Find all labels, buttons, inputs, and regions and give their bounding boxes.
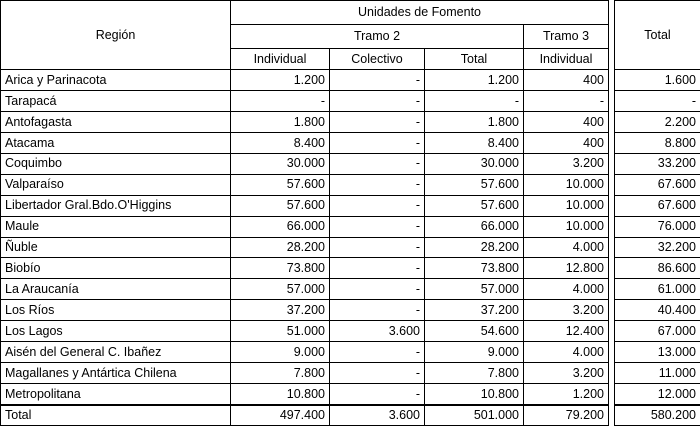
cell-tramo3-individual: 3.200 — [524, 300, 609, 321]
cell-tramo2-individual: 73.800 — [231, 258, 330, 279]
cell-total: 67.600 — [615, 195, 700, 216]
cell-tramo2-total: 30.000 — [425, 153, 524, 174]
cell-total: 13.000 — [615, 342, 700, 363]
table-row — [1, 216, 700, 237]
cell-tramo3-individual: 400 — [524, 70, 609, 91]
totals-row — [1, 405, 700, 426]
table-row — [1, 342, 700, 363]
cell-tramo2-individual: 8.400 — [231, 132, 330, 153]
cell-total: 32.200 — [615, 237, 700, 258]
cell-tramo3-individual: 79.200 — [524, 405, 609, 426]
cell-region: Antofagasta — [1, 111, 231, 132]
cell-tramo2-colectivo: - — [330, 90, 425, 111]
cell-region: Ñuble — [1, 237, 231, 258]
header-tramo-2: Tramo 2 — [231, 25, 524, 49]
cell-tramo2-colectivo: - — [330, 195, 425, 216]
cell-total: 11.000 — [615, 363, 700, 384]
header-region: Región — [1, 1, 231, 70]
cell-tramo2-total: 10.800 — [425, 384, 524, 405]
cell-tramo2-total: 37.200 — [425, 300, 524, 321]
cell-region: Valparaíso — [1, 174, 231, 195]
cell-tramo2-individual: 57.600 — [231, 195, 330, 216]
cell-region: Aisén del General C. Ibañez — [1, 342, 231, 363]
table-row — [1, 195, 700, 216]
cell-tramo2-total: 7.800 — [425, 363, 524, 384]
table-row — [1, 111, 700, 132]
cell-region: Maule — [1, 216, 231, 237]
cell-total: 67.600 — [615, 174, 700, 195]
table-row — [1, 90, 700, 111]
cell-tramo3-individual: 12.400 — [524, 321, 609, 342]
header-tramo2-individual: Individual — [231, 49, 330, 70]
cell-total: 1.600 — [615, 70, 700, 91]
cell-region: Coquimbo — [1, 153, 231, 174]
cell-tramo3-individual: 4.000 — [524, 237, 609, 258]
cell-tramo2-individual: 28.200 — [231, 237, 330, 258]
cell-tramo2-colectivo: - — [330, 363, 425, 384]
cell-tramo2-total: 501.000 — [425, 405, 524, 426]
cell-tramo2-colectivo: - — [330, 384, 425, 405]
cell-tramo3-individual: 3.200 — [524, 363, 609, 384]
cell-tramo2-colectivo: - — [330, 70, 425, 91]
cell-tramo3-individual: 10.000 — [524, 174, 609, 195]
cell-tramo2-colectivo: - — [330, 132, 425, 153]
cell-total: 8.800 — [615, 132, 700, 153]
cell-total: 67.000 — [615, 321, 700, 342]
cell-tramo2-total: 1.200 — [425, 70, 524, 91]
cell-tramo3-individual: 1.200 — [524, 384, 609, 405]
cell-tramo2-total: 57.600 — [425, 174, 524, 195]
table-row — [1, 132, 700, 153]
cell-region: Los Lagos — [1, 321, 231, 342]
cell-region: Total — [1, 405, 231, 426]
cell-total: 40.400 — [615, 300, 700, 321]
cell-tramo2-total: 73.800 — [425, 258, 524, 279]
cell-tramo2-individual: 7.800 — [231, 363, 330, 384]
cell-tramo2-colectivo: - — [330, 153, 425, 174]
cell-tramo3-individual: 4.000 — [524, 342, 609, 363]
header-tramo2-total: Total — [425, 49, 524, 70]
cell-tramo2-total: 8.400 — [425, 132, 524, 153]
table-row — [1, 384, 700, 405]
header-tramo2-colectivo: Colectivo — [330, 49, 425, 70]
cell-tramo2-individual: 57.000 — [231, 279, 330, 300]
cell-tramo2-colectivo: - — [330, 279, 425, 300]
cell-tramo3-individual: 400 — [524, 132, 609, 153]
cell-tramo2-individual: 30.000 — [231, 153, 330, 174]
cell-tramo2-individual: 497.400 — [231, 405, 330, 426]
cell-tramo2-colectivo: - — [330, 300, 425, 321]
cell-tramo2-colectivo: - — [330, 258, 425, 279]
cell-tramo3-individual: 400 — [524, 111, 609, 132]
table-row — [1, 321, 700, 342]
cell-total: 76.000 — [615, 216, 700, 237]
cell-tramo2-individual: 37.200 — [231, 300, 330, 321]
cell-tramo2-total: 9.000 — [425, 342, 524, 363]
cell-total: 2.200 — [615, 111, 700, 132]
cell-tramo2-total: 54.600 — [425, 321, 524, 342]
header-tramo-3: Tramo 3 — [524, 25, 609, 49]
cell-tramo3-individual: 10.000 — [524, 195, 609, 216]
cell-tramo2-colectivo: 3.600 — [330, 321, 425, 342]
table-row — [1, 70, 700, 91]
table-row — [1, 237, 700, 258]
cell-tramo2-total: 57.000 — [425, 279, 524, 300]
cell-tramo2-colectivo: - — [330, 111, 425, 132]
header-tramo3-individual: Individual — [524, 49, 609, 70]
cell-region: Metropolitana — [1, 384, 231, 405]
cell-tramo3-individual: - — [524, 90, 609, 111]
cell-tramo2-colectivo: 3.600 — [330, 405, 425, 426]
cell-total: - — [615, 90, 700, 111]
cell-tramo2-colectivo: - — [330, 216, 425, 237]
header-unidades-de-fomento: Unidades de Fomento — [231, 1, 609, 25]
cell-tramo2-individual: 9.000 — [231, 342, 330, 363]
cell-region: Los Ríos — [1, 300, 231, 321]
cell-tramo2-individual: 51.000 — [231, 321, 330, 342]
cell-tramo3-individual: 3.200 — [524, 153, 609, 174]
cell-region: Arica y Parinacota — [1, 70, 231, 91]
table-body — [1, 70, 700, 426]
cell-tramo2-individual: 66.000 — [231, 216, 330, 237]
table-row — [1, 300, 700, 321]
table-row — [1, 174, 700, 195]
cell-tramo2-individual: 1.800 — [231, 111, 330, 132]
cell-tramo2-total: 57.600 — [425, 195, 524, 216]
cell-tramo2-colectivo: - — [330, 342, 425, 363]
cell-tramo2-colectivo: - — [330, 174, 425, 195]
table-row — [1, 153, 700, 174]
header-total: Total — [615, 1, 700, 70]
cell-tramo2-total: 1.800 — [425, 111, 524, 132]
cell-region: La Araucanía — [1, 279, 231, 300]
cell-tramo2-colectivo: - — [330, 237, 425, 258]
cell-region: Tarapacá — [1, 90, 231, 111]
cell-tramo3-individual: 10.000 — [524, 216, 609, 237]
table-row — [1, 279, 700, 300]
table-row — [1, 363, 700, 384]
cell-region: Libertador Gral.Bdo.O'Higgins — [1, 195, 231, 216]
cell-total: 33.200 — [615, 153, 700, 174]
cell-tramo2-individual: 10.800 — [231, 384, 330, 405]
cell-tramo2-total: - — [425, 90, 524, 111]
table-row — [1, 258, 700, 279]
cell-total: 61.000 — [615, 279, 700, 300]
cell-total: 580.200 — [615, 405, 700, 426]
cell-region: Magallanes y Antártica Chilena — [1, 363, 231, 384]
cell-tramo2-total: 28.200 — [425, 237, 524, 258]
cell-region: Biobío — [1, 258, 231, 279]
cell-tramo3-individual: 12.800 — [524, 258, 609, 279]
cell-tramo2-individual: 1.200 — [231, 70, 330, 91]
cell-tramo2-individual: - — [231, 90, 330, 111]
cell-tramo2-individual: 57.600 — [231, 174, 330, 195]
cell-total: 86.600 — [615, 258, 700, 279]
cell-region: Atacama — [1, 132, 231, 153]
cell-tramo2-total: 66.000 — [425, 216, 524, 237]
cell-total: 12.000 — [615, 384, 700, 405]
cell-tramo3-individual: 4.000 — [524, 279, 609, 300]
